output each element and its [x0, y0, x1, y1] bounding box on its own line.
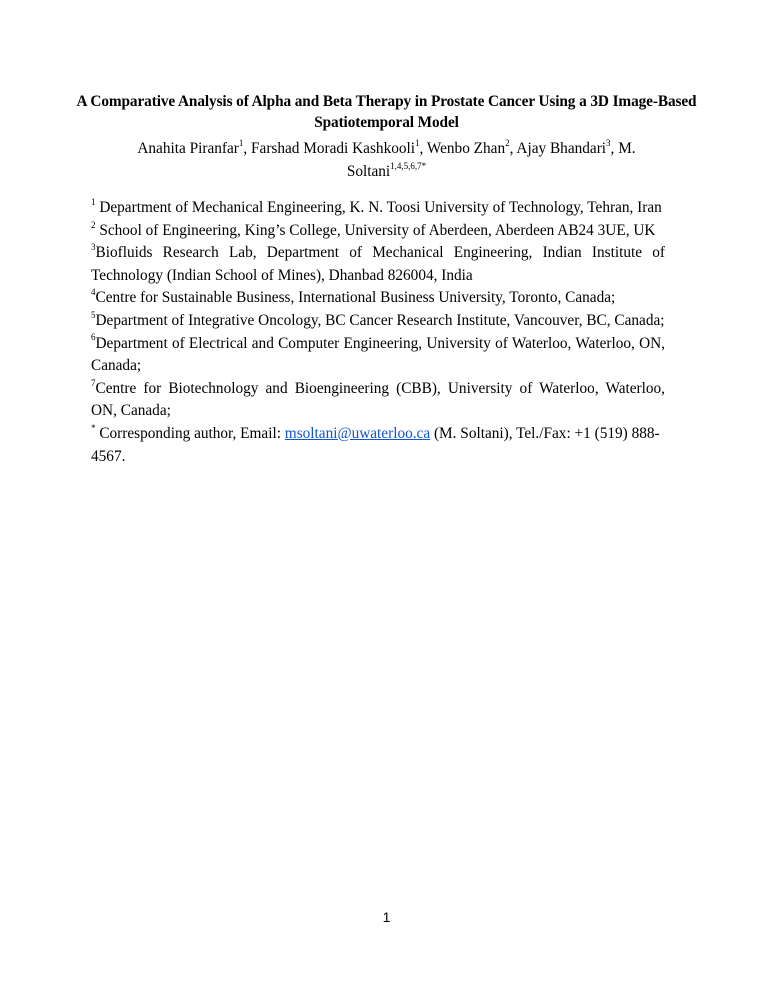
author-separator: , [419, 140, 427, 157]
affiliation [91, 242, 665, 287]
author-separator: , [509, 140, 517, 157]
author [137, 137, 252, 157]
corresponding-author [91, 423, 665, 468]
author-separator: , [610, 140, 619, 157]
author-separator: , [243, 140, 252, 157]
author [516, 137, 619, 157]
affiliation-text: Department of Mechanical Engineering, K. N. Toosi University of Technology, Tehran, Iran [95, 199, 662, 216]
affiliation-marker: 4 [91, 287, 96, 298]
affiliation-marker: 7 [91, 377, 96, 388]
affiliation-text: Centre for Sustainable Business, International Business University, Toronto, Canada; [95, 289, 616, 307]
affiliation [91, 197, 665, 220]
affiliation [91, 287, 665, 310]
author-affiliation-marker: 1 [415, 137, 420, 148]
corresponding-prefix: Corresponding author, Email: [95, 424, 285, 442]
affiliation [91, 333, 665, 378]
author-name: Farshad Moradi Kashkooli [251, 140, 416, 157]
affiliation-marker: 3 [91, 242, 96, 253]
affiliation-text: Biofluids Research Lab, Department of Mechanical Engineering, Indian Institute of Technology (Indian School of Mines), Dhanbad 826004, India [91, 244, 665, 284]
author-name: Ajay Bhandari [516, 140, 607, 157]
paper-title: A Comparative Analysis of Alpha and Beta Therapy in Prostate Cancer Using a 3D Image-Based Spatiotemporal Model [76, 93, 697, 131]
corresponding-suffix: (M. Soltani), Tel./Fax: +1 (519) 888-4567. [91, 424, 660, 465]
author [251, 137, 427, 157]
affiliation [91, 310, 665, 333]
affiliation-text: Department of Electrical and Computer Engineering, University of Waterloo, Waterloo, ON, Canada; [91, 334, 665, 375]
affiliation-marker: 6 [91, 332, 96, 343]
author-affiliation-marker: 3 [606, 137, 611, 148]
affiliation-marker: 2 [91, 219, 96, 230]
author-name: Anahita Piranfar [137, 140, 239, 157]
author [426, 137, 517, 157]
author-affiliation-marker: 1 [238, 137, 244, 148]
email-link[interactable]: msoltani@uwaterloo.ca [284, 424, 431, 442]
affiliation [91, 378, 665, 423]
affiliation-text: Department of Integrative Oncology, BC Cancer Research Institute, Vancouver, BC, Canada; [95, 311, 665, 329]
affiliation-marker: 1 [91, 196, 96, 207]
corresponding-marker: * [91, 422, 96, 433]
affiliation [91, 220, 665, 243]
author-affiliation-marker: 2 [505, 137, 510, 148]
author-name: Wenbo Zhan [426, 140, 506, 157]
author-affiliation-marker: 1,4,5,6,7* [390, 160, 427, 171]
author-list [100, 137, 673, 183]
page-number: 1 [382, 909, 391, 925]
affiliation-marker: 5 [91, 309, 96, 320]
affiliation-list [91, 197, 665, 468]
affiliation-text: Centre for Biotechnology and Bioengineering (CBB), University of Waterloo, Waterloo, ON, Canada; [91, 379, 665, 420]
author-name: M. Soltani [346, 140, 636, 180]
affiliation-text: School of Engineering, King’s College, University of Aberdeen, Aberdeen AB24 3UE, UK [95, 221, 656, 239]
